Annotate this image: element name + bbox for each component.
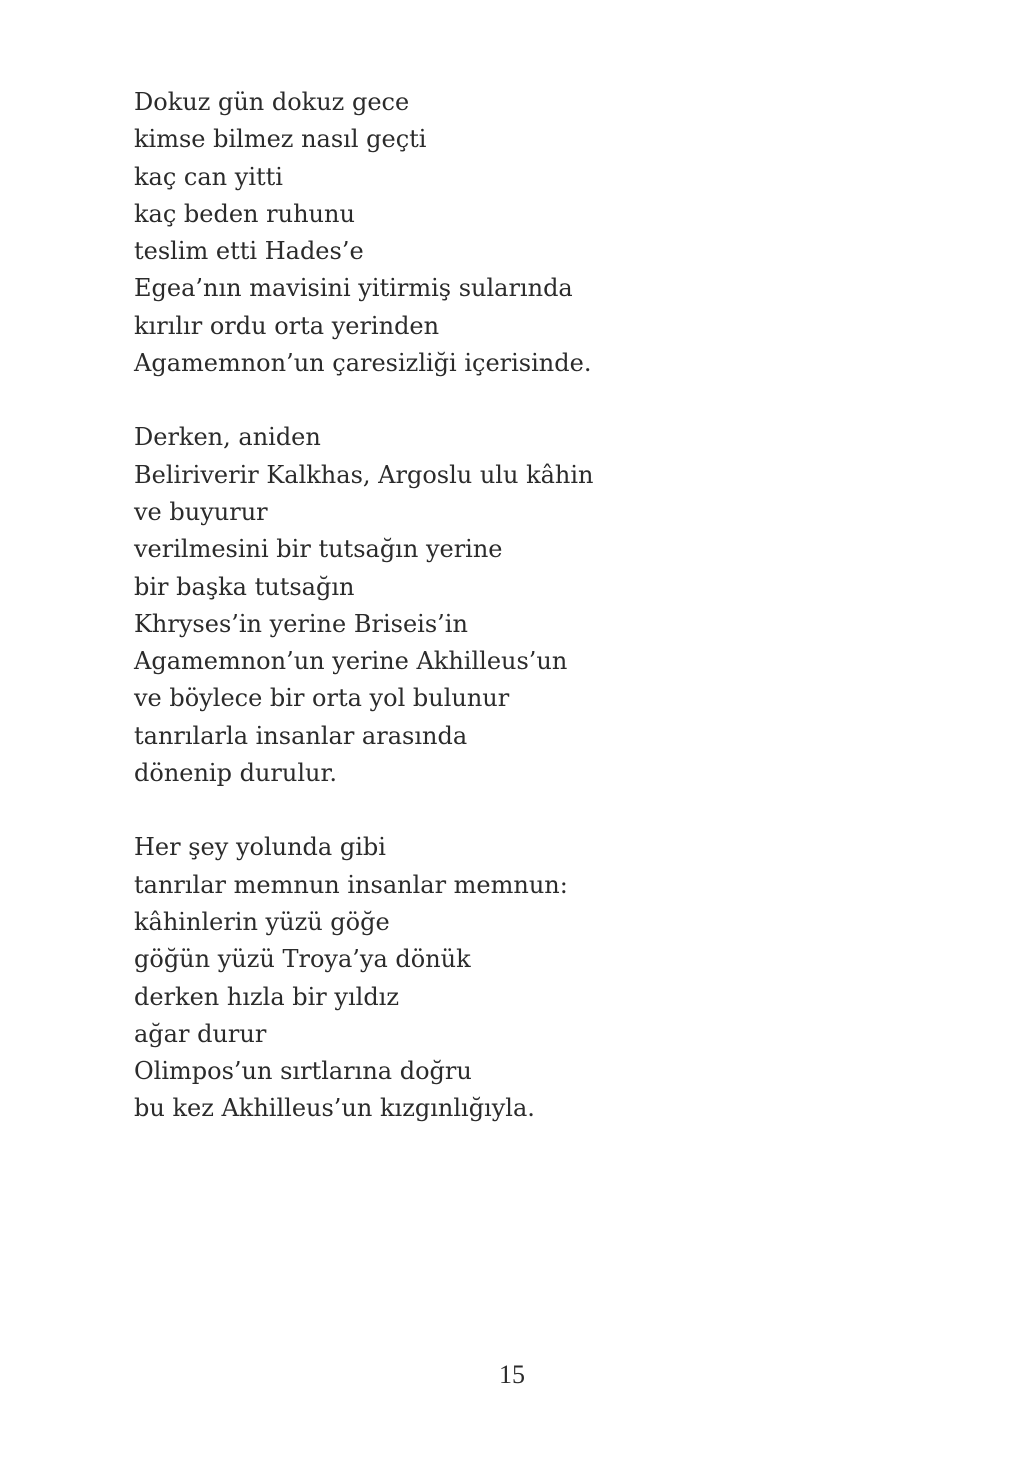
poem-line: Olimpos’un sırtlarına doğru	[134, 1057, 472, 1086]
poem-line: verilmesini bir tutsağın yerine	[134, 535, 503, 564]
stanza-1	[134, 84, 774, 382]
poem-line: kaç can yitti	[134, 162, 283, 191]
poem-line: teslim etti Hades’e	[134, 237, 364, 266]
poem-line: kimse bilmez nasıl geçti	[134, 125, 427, 154]
poem-line: ve böylece bir orta yol bulunur	[134, 684, 510, 713]
poem-line: dönenip durulur.	[134, 759, 337, 788]
page-number: 15	[499, 1360, 525, 1389]
poem-line: kâhinlerin yüzü göğe	[134, 907, 390, 936]
poem-line: kaç beden ruhunu	[134, 199, 355, 228]
stanza-3	[134, 829, 774, 1127]
poem-line: Agamemnon’un çaresizliği içerisinde.	[134, 349, 592, 378]
poem-line: Khryses’in yerine Briseis’in	[134, 609, 468, 638]
poem-line: tanrılar memnun insanlar memnun:	[134, 870, 568, 899]
stanza-2	[134, 419, 774, 792]
poem-text	[134, 84, 774, 1165]
poem-line: derken hızla bir yıldız	[134, 982, 399, 1011]
poem-line: Egea’nın mavisini yitirmiş sularında	[134, 274, 573, 303]
poem-line: bu kez Akhilleus’un kızgınlığıyla.	[134, 1094, 535, 1123]
poem-line: ağar durur	[134, 1019, 267, 1048]
poem-line: Dokuz gün dokuz gece	[134, 88, 410, 116]
poem-line: göğün yüzü Troya’ya dönük	[134, 945, 471, 974]
poem-line: kırılır ordu orta yerinden	[134, 311, 440, 340]
poem-line: Beliriverir Kalkhas, Argoslu ulu kâhin	[134, 460, 594, 489]
poem-line: ve buyurur	[134, 497, 268, 526]
poem-line: Derken, aniden	[134, 423, 321, 452]
poem-line: Her şey yolunda gibi	[134, 833, 386, 862]
poem-line: bir başka tutsağın	[134, 572, 355, 601]
poem-line: Agamemnon’un yerine Akhilleus’un	[134, 647, 568, 676]
poem-line: tanrılarla insanlar arasında	[134, 721, 468, 750]
